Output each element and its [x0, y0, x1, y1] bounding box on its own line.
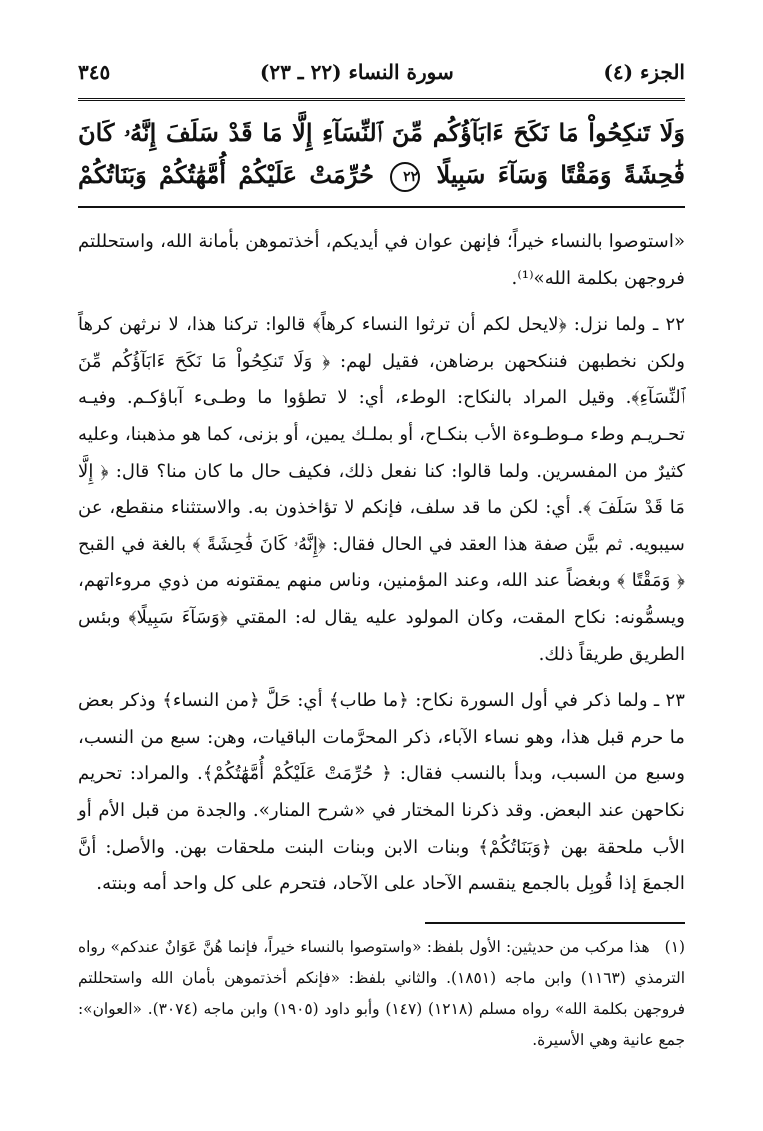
page-number: ٣٤٥: [78, 60, 111, 84]
verse-divider: [78, 206, 685, 208]
juz-label: الجزء (٤): [603, 60, 685, 84]
footnote-text: هذا مركب من حديثين: الأول بلفظ: «واستوصوا بالنساء خيراً، فإنما هُنَّ عَوَانٌ عندكم» رواه الترمذي (١١٦٣) وابن ماجه (١٨٥١). والثاني بلفظ: «فإنكم أخذتموهن بأمان الله واستحللتم فروجهن بكلمة الله» رواه مسلم (١٢١٨) (١٤٧) وأبو داود (١٩٠٥) وابن ماجه (٣٠٧٤). «العوان»: جمع عانية وهي الأسيرة.: [78, 938, 686, 1049]
verse-line-2-end: حُرِّمَتْ عَلَيْكُمْ أُمَّهَٰتُكُمْ وَبَنَاتُكُمْ: [78, 160, 374, 189]
verse-line-1: وَلَا تَنكِحُواْ مَا نَكَحَ ءَابَآؤُكُم مِّنَ ٱلنِّسَآءِ إِلَّا مَا قَدْ سَلَفَ إِنَّهُۥ كَانَ: [78, 118, 685, 147]
paragraph-1: «استوصوا بالنساء خيراً؛ فإنهن عوان في أيديكم، أخذتموهن بأمانة الله، واستحللتم فروجهن بكلمة الله»⁽¹⁾.: [78, 231, 685, 289]
paragraph-3: ٢٣ ـ ولما ذكر في أول السورة نكاح: ﴿ما طاب﴾ أي: حَلَّ ﴿من النساء﴾ وذكر بعض ما حرم قبل هذا، وهو نساء الآباء، ذكر المحرَّمات الباقيات، وهن: سبع من النسب، وسبع من السبب، وبدأ بالنسب فقال: ﴿ حُرِّمَتْ عَلَيْكُمْ أُمَّهَٰتُكُمْ﴾. والمراد: تحريم نكاحهن عند البعض. وقد ذكرنا المختار في «شرح المنار». والجدة من قبل الأم أو الأب ملحقة بهن ﴿وَبَنَاتُكُمْ﴾ وبنات الابن وبنات البنت ملحقات بهن. والأصل: أنَّ الجمعَ إذا قُوبِل بالجمع ينقسم الآحاد على الآحاد، فتحرم على كل واحد أمه وبنته.: [78, 690, 685, 895]
footnote-number: (١): [664, 938, 685, 956]
surah-title: سورة النساء (٢٢ ـ ٢٣): [259, 60, 454, 84]
quran-verse-block: [78, 112, 685, 198]
commentary-text: [78, 224, 685, 913]
footnote: [78, 932, 685, 1056]
verse-line-2-start: فَٰحِشَةً وَمَقْتًا وَسَآءَ سَبِيلًا: [436, 160, 685, 189]
paragraph-2: ٢٢ ـ ولما نزل: ﴿لايحل لكم أن ترثوا النساء كرهاً﴾ قالوا: تركنا هذا، لا نرثهن كرهاً ولكن نخطبهن فننكحهن برضاهن، فقيل لهم: ﴿ وَلَا تَنكِحُواْ مَا نَكَحَ ءَابَآؤُكُم مِّنَ ٱلنِّسَآءِ﴾. وقيل المراد بالنكاح: الوطء، أي: لا تطؤوا ما وطـىء آباؤكـم. وفيـه تحـريـم وطء مـوطـوءة الأب بنكـاح، أو بملـك يمين، أو بزنى، كما هو مذهبنا، وعليه كثيرٌ من المفسرين. ولما قالوا: كنا نفعل ذلك، فكيف حال ما كان منا؟ قال: ﴿ إِلَّا مَا قَدْ سَلَفَ ﴾. أي: لكن ما قد سلف، فإنكم لا تؤاخذون به. والاستثناء منقطع، عن سيبويه. ثم بيَّن صفة هذا العقد في الحال فقال: ﴿إِنَّهُۥ كَانَ فَٰحِشَةً ﴾ بالغة في القبح ﴿ وَمَقْتًا ﴾ وبغضاً عند الله، وعند المؤمنين، وناس منهم يمقتونه من ذوي مروءاتهم، ويسمُّونه: نكاح المقت، وكان المولود عليه يقال له: المقتي ﴿وَسَآءَ سَبِيلًا﴾ وبئس الطريق طريقاً ذلك.: [78, 314, 685, 665]
verse-line-2: [78, 154, 685, 196]
page-header: [78, 52, 685, 101]
verse-number-marker: ٢٢: [390, 162, 420, 192]
footnote-divider: [425, 922, 685, 924]
